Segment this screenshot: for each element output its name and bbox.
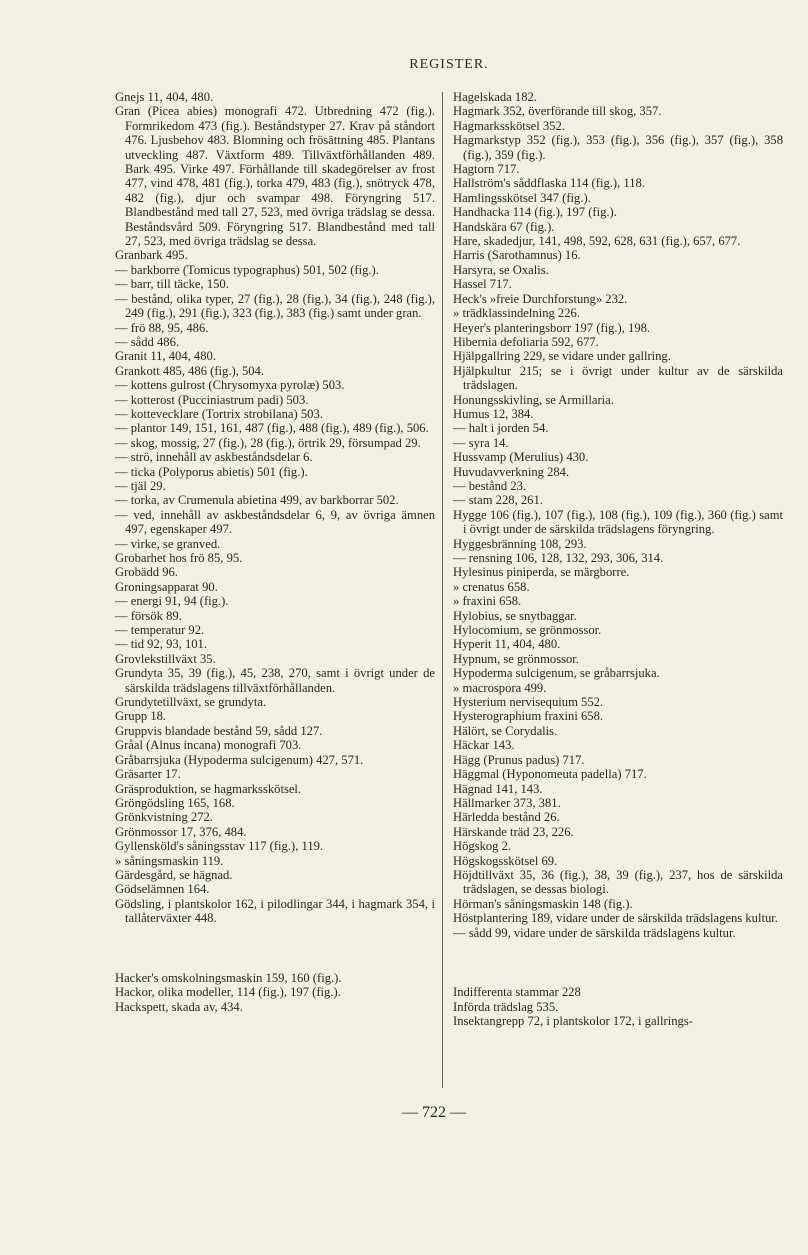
index-entry: Härledda bestånd 26.: [453, 810, 560, 825]
index-entry: Gyllensköld's såningsstav 117 (fig.), 119.: [115, 839, 324, 854]
index-entry: Gräsarter 17.: [115, 767, 181, 782]
index-entry: » crenatus 658.: [453, 579, 530, 594]
index-entry: Hypoderma sulcigenum, se gråbarrsjuka.: [453, 666, 660, 681]
index-entry: Hylobius, se snytbaggar.: [453, 608, 577, 623]
index-entry: Heck's »freie Durchforstung» 232.: [453, 291, 628, 306]
index-entry: — kottevecklare (Tortrix strobilana) 503.: [115, 406, 323, 421]
index-entry: — sådd 99, vidare under de särskilda trädslagens kultur.: [453, 925, 736, 940]
index-entry: Hysterium nervisequium 552.: [453, 695, 604, 710]
index-entry: Hjälpgallring 229, se vidare under gallring.: [453, 349, 671, 364]
index-entry: Hällmarker 373, 381.: [453, 795, 561, 810]
index-entry: — försök 89.: [115, 608, 182, 623]
index-entry: Handskära 67 (fig.).: [453, 219, 555, 234]
index-entry: — rensning 106, 128, 132, 293, 306, 314.: [453, 551, 664, 565]
index-entry: — strö, innehåll av askbeståndsdelar 6.: [115, 450, 313, 465]
index-entry: Gråbarrsjuka (Hypoderma sulcigenum) 427, 571.: [115, 752, 364, 767]
index-entry: Granbark 495.: [115, 248, 188, 263]
index-entry: — ved, innehåll av askbeståndsdelar 6, 9, av övriga ämnen 497, egenskaper 497.: [115, 507, 435, 537]
index-entry: Hassel 717.: [453, 277, 512, 292]
index-entry: — temperatur 92.: [115, 623, 205, 638]
index-entry: Gröngödsling 165, 168.: [115, 795, 235, 810]
index-entry: — torka, av Crumenula abietina 499, av barkborrar 502.: [115, 493, 399, 508]
index-entry: Högskog 2.: [453, 839, 512, 854]
index-entry: — bestånd 23.: [453, 478, 527, 493]
index-entry: Hyggesbränning 108, 293.: [453, 536, 587, 551]
index-entry: Hälört, se Corydalis.: [453, 723, 558, 738]
index-entry: Hypnum, se grönmossor.: [453, 651, 579, 666]
index-entry: Gödsling, i plantskolor 162, i pilodlingar 344, i hagmark 354, i tallåterväxter 448.: [115, 896, 435, 926]
index-entry: » fraxini 658.: [453, 594, 522, 609]
index-entry: Insektangrepp 72, i plantskolor 172, i gallrings-: [453, 1013, 693, 1028]
index-entry: Grundytetillväxt, se grundyta.: [115, 695, 267, 710]
index-entry: Hamlingsskötsel 347 (fig.).: [453, 190, 591, 205]
index-entry: Harris (Sarothamnus) 16.: [453, 248, 581, 263]
index-entry: Hörman's såningsmaskin 148 (fig.).: [453, 896, 633, 911]
index-entry: Grobädd 96.: [115, 565, 178, 580]
index-entry: » trädklassindelning 226.: [453, 306, 580, 321]
index-entry: Hagmarkstyp 352 (fig.), 353 (fig.), 356 (fig.), 357 (fig.), 358 (fig.), 359 (fig.).: [453, 133, 783, 162]
index-entry: Hyperit 11, 404, 480.: [453, 637, 561, 652]
index-entry: Härskande träd 23, 226.: [453, 824, 574, 839]
index-entry: — tid 92, 93, 101.: [115, 637, 208, 652]
index-entry: Hylocomium, se grönmossor.: [453, 623, 602, 638]
index-entry: — barr, till täcke, 150.: [115, 277, 229, 292]
index-entry: — ticka (Polyporus abietis) 501 (fig.).: [115, 464, 308, 479]
index-entry: — sådd 486.: [115, 334, 180, 349]
index-entry: — plantor 149, 151, 161, 487 (fig.), 488 (fig.), 489 (fig.), 506.: [115, 421, 429, 436]
index-entry: Hackspett, skada av, 434.: [115, 999, 243, 1014]
index-entry: — bestånd, olika typer, 27 (fig.), 28 (fig.), 34 (fig.), 248 (fig.), 249 (fig.), 291 (fig.), 323 (fig.), 383 (fig.) samt under gran.: [115, 291, 435, 321]
index-entry: Groningsapparat 90.: [115, 579, 218, 594]
index-entry: Indifferenta stammar 228: [453, 985, 581, 1000]
index-entry: Hägg (Prunus padus) 717.: [453, 752, 585, 767]
index-entry: Grobarhet hos frö 85, 95.: [115, 551, 243, 565]
index-entry: Gödselämnen 164.: [115, 882, 210, 897]
index-entry: Hallström's såddflaska 114 (fig.), 118.: [453, 176, 645, 191]
index-entry: Gråal (Alnus incana) monografi 703.: [115, 738, 302, 753]
index-entry: Hylesinus piniperda, se märgborre.: [453, 565, 630, 580]
index-entry: — skog, mossig, 27 (fig.), 28 (fig.), örtrik 29, försumpad 29.: [115, 435, 421, 450]
index-entry: Höjdtillväxt 35, 36 (fig.), 38, 39 (fig.), 237, hos de särskilda trädslagen, se dessas biologi.: [453, 867, 783, 897]
index-entry: Hagtorn 717.: [453, 162, 520, 177]
index-entry: Grundyta 35, 39 (fig.), 45, 238, 270, samt i övrigt under de särskilda trädslagens tillväxtförhållanden.: [115, 666, 435, 695]
index-entry: Harsyra, se Oxalis.: [453, 262, 549, 277]
index-entry: Hare, skadedjur, 141, 498, 592, 628, 631 (fig.), 657, 677.: [453, 234, 741, 249]
index-entry: Gran (Picea abies) monografi 472. Utbredning 472 (fig.). Formrikedom 473 (fig.). Beståndstyper 27. Krav på ståndort 476. Ljusbehov 483. Blomning och frösättning 485. Plantans utveckling 487. Växtform 489. Tillväxtförhållanden 489. Bark 495. Virke 497. Förhållande till skadegörelser av frost 477, vind 478, 481 (fig.), torka 479, 483 (fig.), snötryck 478, 482 (fig.), djur och svampar 498. Föryngring 517. Blandbestånd med tall 27, 523, med övriga trädslag se dessa. Beståndsvård 509. Föryngring 517. Blandbestånd med tall 27, 523, med övriga trädslag se dessa.: [115, 104, 435, 249]
index-entry: Hysterographium fraxini 658.: [453, 709, 604, 724]
page-number: — 722 —: [402, 1104, 466, 1121]
index-entry: Grupp 18.: [115, 709, 167, 724]
index-entry: — energi 91, 94 (fig.).: [115, 594, 229, 609]
index-entry: Häggmal (Hyponomeuta padella) 717.: [453, 767, 647, 782]
column-divider: [442, 92, 443, 1088]
index-entry: — kottens gulrost (Chrysomyxa pyrolæ) 503.: [115, 378, 345, 393]
index-entry: Heyer's planteringsborr 197 (fig.), 198.: [453, 320, 651, 335]
index-entry: Grönkvistning 272.: [115, 810, 213, 825]
index-entry: Hygge 106 (fig.), 107 (fig.), 108 (fig.), 109 (fig.), 360 (fig.) samt i övrigt under de särskilda trädslagens föryngring.: [453, 507, 783, 537]
index-entry: Handhacka 114 (fig.), 197 (fig.).: [453, 205, 617, 220]
index-entry: — halt i jorden 54.: [453, 421, 549, 436]
index-entry: Hagmark 352, överförande till skog, 357.: [453, 104, 662, 119]
index-entry: Hägnad 141, 143.: [453, 781, 543, 796]
index-entry: — stam 228, 261.: [453, 493, 543, 508]
index-entry: — syra 14.: [453, 435, 509, 450]
index-column-right: [453, 90, 783, 1028]
index-entry: Huvudavverkning 284.: [453, 464, 570, 479]
index-entry: Granit 11, 404, 480.: [115, 349, 216, 364]
index-entry: — tjäl 29.: [115, 478, 166, 493]
section-gap: [115, 938, 435, 958]
page-title: REGISTER.: [409, 57, 489, 72]
index-entry: Införda trädslag 535.: [453, 999, 559, 1014]
index-entry: — frö 88, 95, 486.: [115, 320, 209, 335]
index-entry: Hacker's omskolningsmaskin 159, 160 (fig.).: [115, 970, 342, 985]
index-entry: Hagelskada 182.: [453, 90, 537, 104]
index-entry: Hackor, olika modeller, 114 (fig.), 197 (fig.).: [115, 985, 341, 1000]
index-entry: Grovlekstillväxt 35.: [115, 651, 216, 666]
index-entry: Gnejs 11, 404, 480.: [115, 90, 214, 104]
index-entry: Gruppvis blandade bestånd 59, sådd 127.: [115, 723, 323, 738]
index-entry: Gärdesgård, se hägnad.: [115, 867, 233, 882]
index-entry: Hjälpkultur 215; se i övrigt under kultur av de särskilda trädslagen.: [453, 363, 783, 393]
index-column-left: [115, 90, 435, 1014]
index-entry: Gräsproduktion, se hagmarksskötsel.: [115, 781, 302, 796]
index-entry: » macrospora 499.: [453, 680, 547, 695]
index-entry: Hagmarksskötsel 352.: [453, 118, 565, 133]
index-entry: Honungsskivling, se Armillaria.: [453, 392, 614, 407]
index-entry: — virke, se granved.: [115, 536, 221, 551]
index-entry: Grönmossor 17, 376, 484.: [115, 824, 247, 839]
index-entry: » såningsmaskin 119.: [115, 853, 224, 868]
index-entry: Hibernia defoliaria 592, 677.: [453, 334, 599, 349]
index-entry: — kotterost (Pucciniastrum padi) 503.: [115, 392, 309, 407]
index-entry: Grankott 485, 486 (fig.), 504.: [115, 363, 265, 378]
index-entry: Höstplantering 189, vidare under de särskilda trädslagens kultur.: [453, 911, 778, 926]
index-entry: Hussvamp (Merulius) 430.: [453, 450, 589, 465]
index-entry: Häckar 143.: [453, 738, 515, 753]
index-entry: — barkborre (Tomicus typographus) 501, 502 (fig.).: [115, 262, 379, 277]
section-gap: [453, 953, 783, 973]
index-entry: Humus 12, 384.: [453, 406, 534, 421]
index-entry: Högskogsskötsel 69.: [453, 853, 558, 868]
